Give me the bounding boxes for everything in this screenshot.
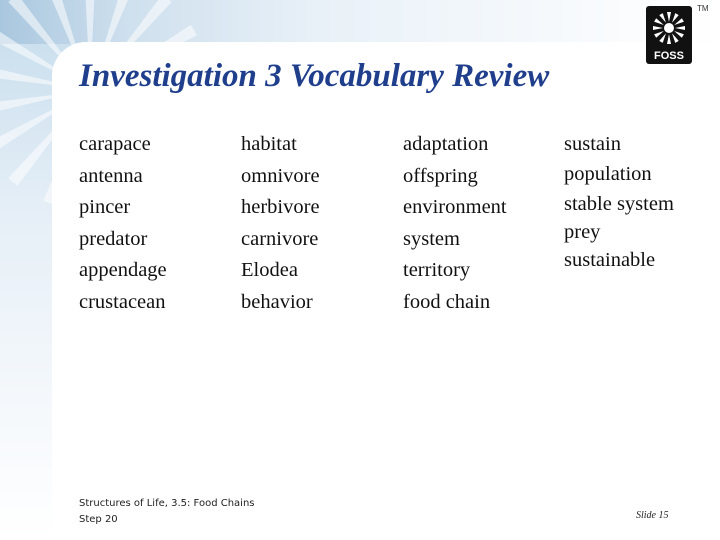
vocab-term: pincer (79, 196, 131, 218)
vocab-term: crustacean (79, 290, 166, 313)
logo-text: FOSS (654, 50, 684, 62)
footer-caption (79, 496, 255, 528)
vocab-term: appendage (79, 259, 167, 281)
vocab-term: habitat (241, 133, 297, 155)
vocab-term: herbivore (241, 196, 320, 218)
slide-title: Investigation 3 Vocabulary Review (79, 58, 550, 94)
vocab-term: offspring (403, 164, 478, 187)
vocab-term: food chain (403, 290, 491, 313)
vocab-column-3 (403, 129, 507, 318)
vocab-term: adaptation (403, 133, 489, 155)
foss-logo-icon (646, 6, 692, 64)
vocab-term: stable system (564, 193, 674, 215)
footer-line-1: Structures of Life, 3.5: Food Chains (79, 498, 255, 509)
vocab-column-1 (79, 129, 167, 318)
vocab-term: population (564, 163, 652, 185)
vocab-column-2 (241, 129, 320, 318)
vocab-term: system (403, 227, 460, 250)
vocab-term: predator (79, 227, 148, 250)
slide-number: Slide 15 (636, 510, 669, 521)
vocab-term: environment (403, 196, 507, 218)
vocab-term: sustainable (564, 249, 656, 271)
vocab-term: Elodea (241, 259, 298, 281)
vocab-term: carnivore (241, 227, 319, 250)
vocab-column-4 (564, 129, 674, 275)
vocab-term: antenna (79, 164, 143, 187)
vocab-term: prey (564, 221, 601, 243)
trademark-mark: TM (697, 4, 709, 13)
vocab-term: sustain (564, 133, 621, 155)
vocab-term: territory (403, 259, 471, 281)
vocab-term: omnivore (241, 164, 320, 187)
vocab-term: behavior (241, 290, 313, 313)
vocab-term: carapace (79, 133, 151, 155)
footer-line-2: Step 20 (79, 514, 118, 525)
